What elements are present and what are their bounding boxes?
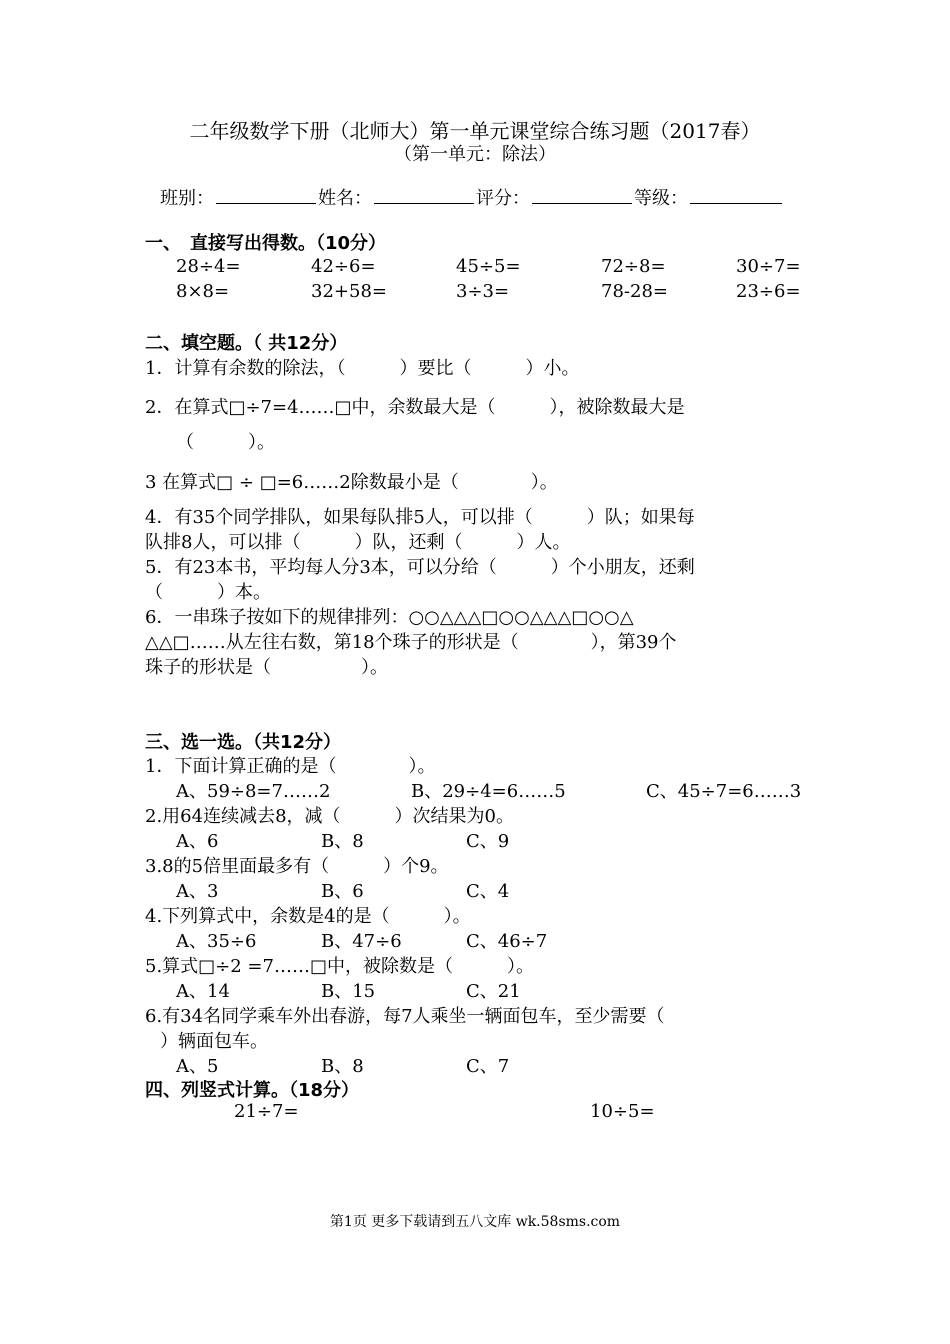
section4-heading: 四、列竖式计算。（18分） — [145, 1080, 360, 1101]
option[interactable]: A、5 — [176, 1056, 219, 1077]
option[interactable]: A、14 — [176, 981, 230, 1002]
option[interactable]: B、29÷4=6……5 — [411, 781, 566, 802]
vertical-calc-item: 21÷7= — [234, 1101, 299, 1122]
question-2-3: 3 在算式□ ÷ □=6……2除数最小是（ ）。 — [145, 472, 558, 493]
question-2-4: 4．有35个同学排队，如果每队排5人，可以排（ ）队；如果每 — [145, 507, 695, 528]
question-2-2: 2．在算式□÷7=4……□中，余数最大是（ ），被除数最大是 — [145, 397, 685, 418]
question-3-4: 4.下列算式中，余数是4的是（ ）。 — [145, 906, 471, 927]
option[interactable]: B、8 — [321, 1056, 364, 1077]
calc-item: 23÷6= — [736, 281, 801, 302]
option[interactable]: C、7 — [466, 1056, 510, 1077]
calc-item: 78-28= — [601, 281, 668, 302]
section2-heading: 二、填空题。（ 共12分） — [145, 333, 348, 354]
question-2-5-cont: （ ）本。 — [145, 582, 271, 603]
option[interactable]: A、35÷6 — [176, 931, 257, 952]
calc-item: 28÷4= — [176, 256, 241, 277]
class-label: 班别： — [160, 188, 214, 209]
calc-item: 32+58= — [311, 281, 387, 302]
question-2-6: 6．一串珠子按如下的规律排列：○○△△△□○○△△△□○○△ — [145, 607, 634, 628]
option[interactable]: C、9 — [466, 831, 510, 852]
name-blank[interactable] — [374, 187, 474, 204]
section3-heading: 三、选一选。（共12分） — [145, 732, 342, 753]
option[interactable]: B、8 — [321, 831, 364, 852]
question-3-2: 2.用64连续减去8，减（ ）次结果为0。 — [145, 806, 514, 827]
option[interactable]: B、47÷6 — [321, 931, 402, 952]
option[interactable]: B、6 — [321, 881, 364, 902]
calc-item: 30÷7= — [736, 256, 801, 277]
question-2-4-cont: 队排8人，可以排（ ）队，还剩（ ）人。 — [145, 532, 571, 553]
option[interactable]: A、3 — [176, 881, 219, 902]
option[interactable]: B、15 — [321, 981, 376, 1002]
question-3-1: 1．下面计算正确的是（ ）。 — [145, 756, 436, 777]
question-3-6-cont: ）辆面包车。 — [160, 1031, 268, 1052]
name-label: 姓名： — [318, 188, 372, 209]
option[interactable]: C、21 — [466, 981, 521, 1002]
calc-item: 42÷6= — [311, 256, 376, 277]
page-footer: 第1页 更多下载请到五八文库 wk.58sms.com — [329, 1214, 621, 1230]
calc-item: 3÷3= — [456, 281, 510, 302]
calc-item: 45÷5= — [456, 256, 521, 277]
question-3-3: 3.8的5倍里面最多有（ ）个9。 — [145, 856, 449, 877]
grade-blank[interactable] — [690, 187, 782, 204]
section1-heading: 一、 直接写出得数。（10分） — [145, 233, 387, 254]
option[interactable]: A、6 — [176, 831, 219, 852]
class-blank[interactable] — [216, 187, 316, 204]
question-2-6-cont: △△□……从左往右数，第18个珠子的形状是（ ），第39个 — [145, 632, 677, 653]
question-3-5: 5.算式□÷2 =7……□中，被除数是（ ）。 — [145, 956, 534, 977]
calc-item: 8×8= — [176, 281, 230, 302]
question-2-2-cont: （ ）。 — [176, 432, 275, 453]
option[interactable]: C、4 — [466, 881, 510, 902]
question-2-6-cont2: 珠子的形状是（ ）。 — [145, 657, 388, 678]
option[interactable]: C、45÷7=6……3 — [646, 781, 802, 802]
option[interactable]: C、46÷7 — [466, 931, 548, 952]
question-2-1: 1．计算有余数的除法，（ ）要比（ ）小。 — [145, 358, 580, 379]
score-blank[interactable] — [532, 187, 632, 204]
page-title: 二年级数学下册（北师大）第一单元课堂综合练习题（2017春） — [189, 119, 761, 143]
grade-label: 等级： — [634, 188, 688, 209]
student-info-row — [160, 184, 784, 210]
question-3-6: 6.有34名同学乘车外出春游，每7人乘坐一辆面包车，至少需要（ — [145, 1006, 665, 1027]
page-subtitle: （第一单元：除法） — [394, 144, 556, 165]
question-2-5: 5．有23本书，平均每人分3本，可以分给（ ）个小朋友，还剩 — [145, 557, 695, 578]
vertical-calc-item: 10÷5= — [590, 1101, 655, 1122]
option[interactable]: A、59÷8=7……2 — [176, 781, 331, 802]
calc-item: 72÷8= — [601, 256, 666, 277]
score-label: 评分： — [476, 188, 530, 209]
